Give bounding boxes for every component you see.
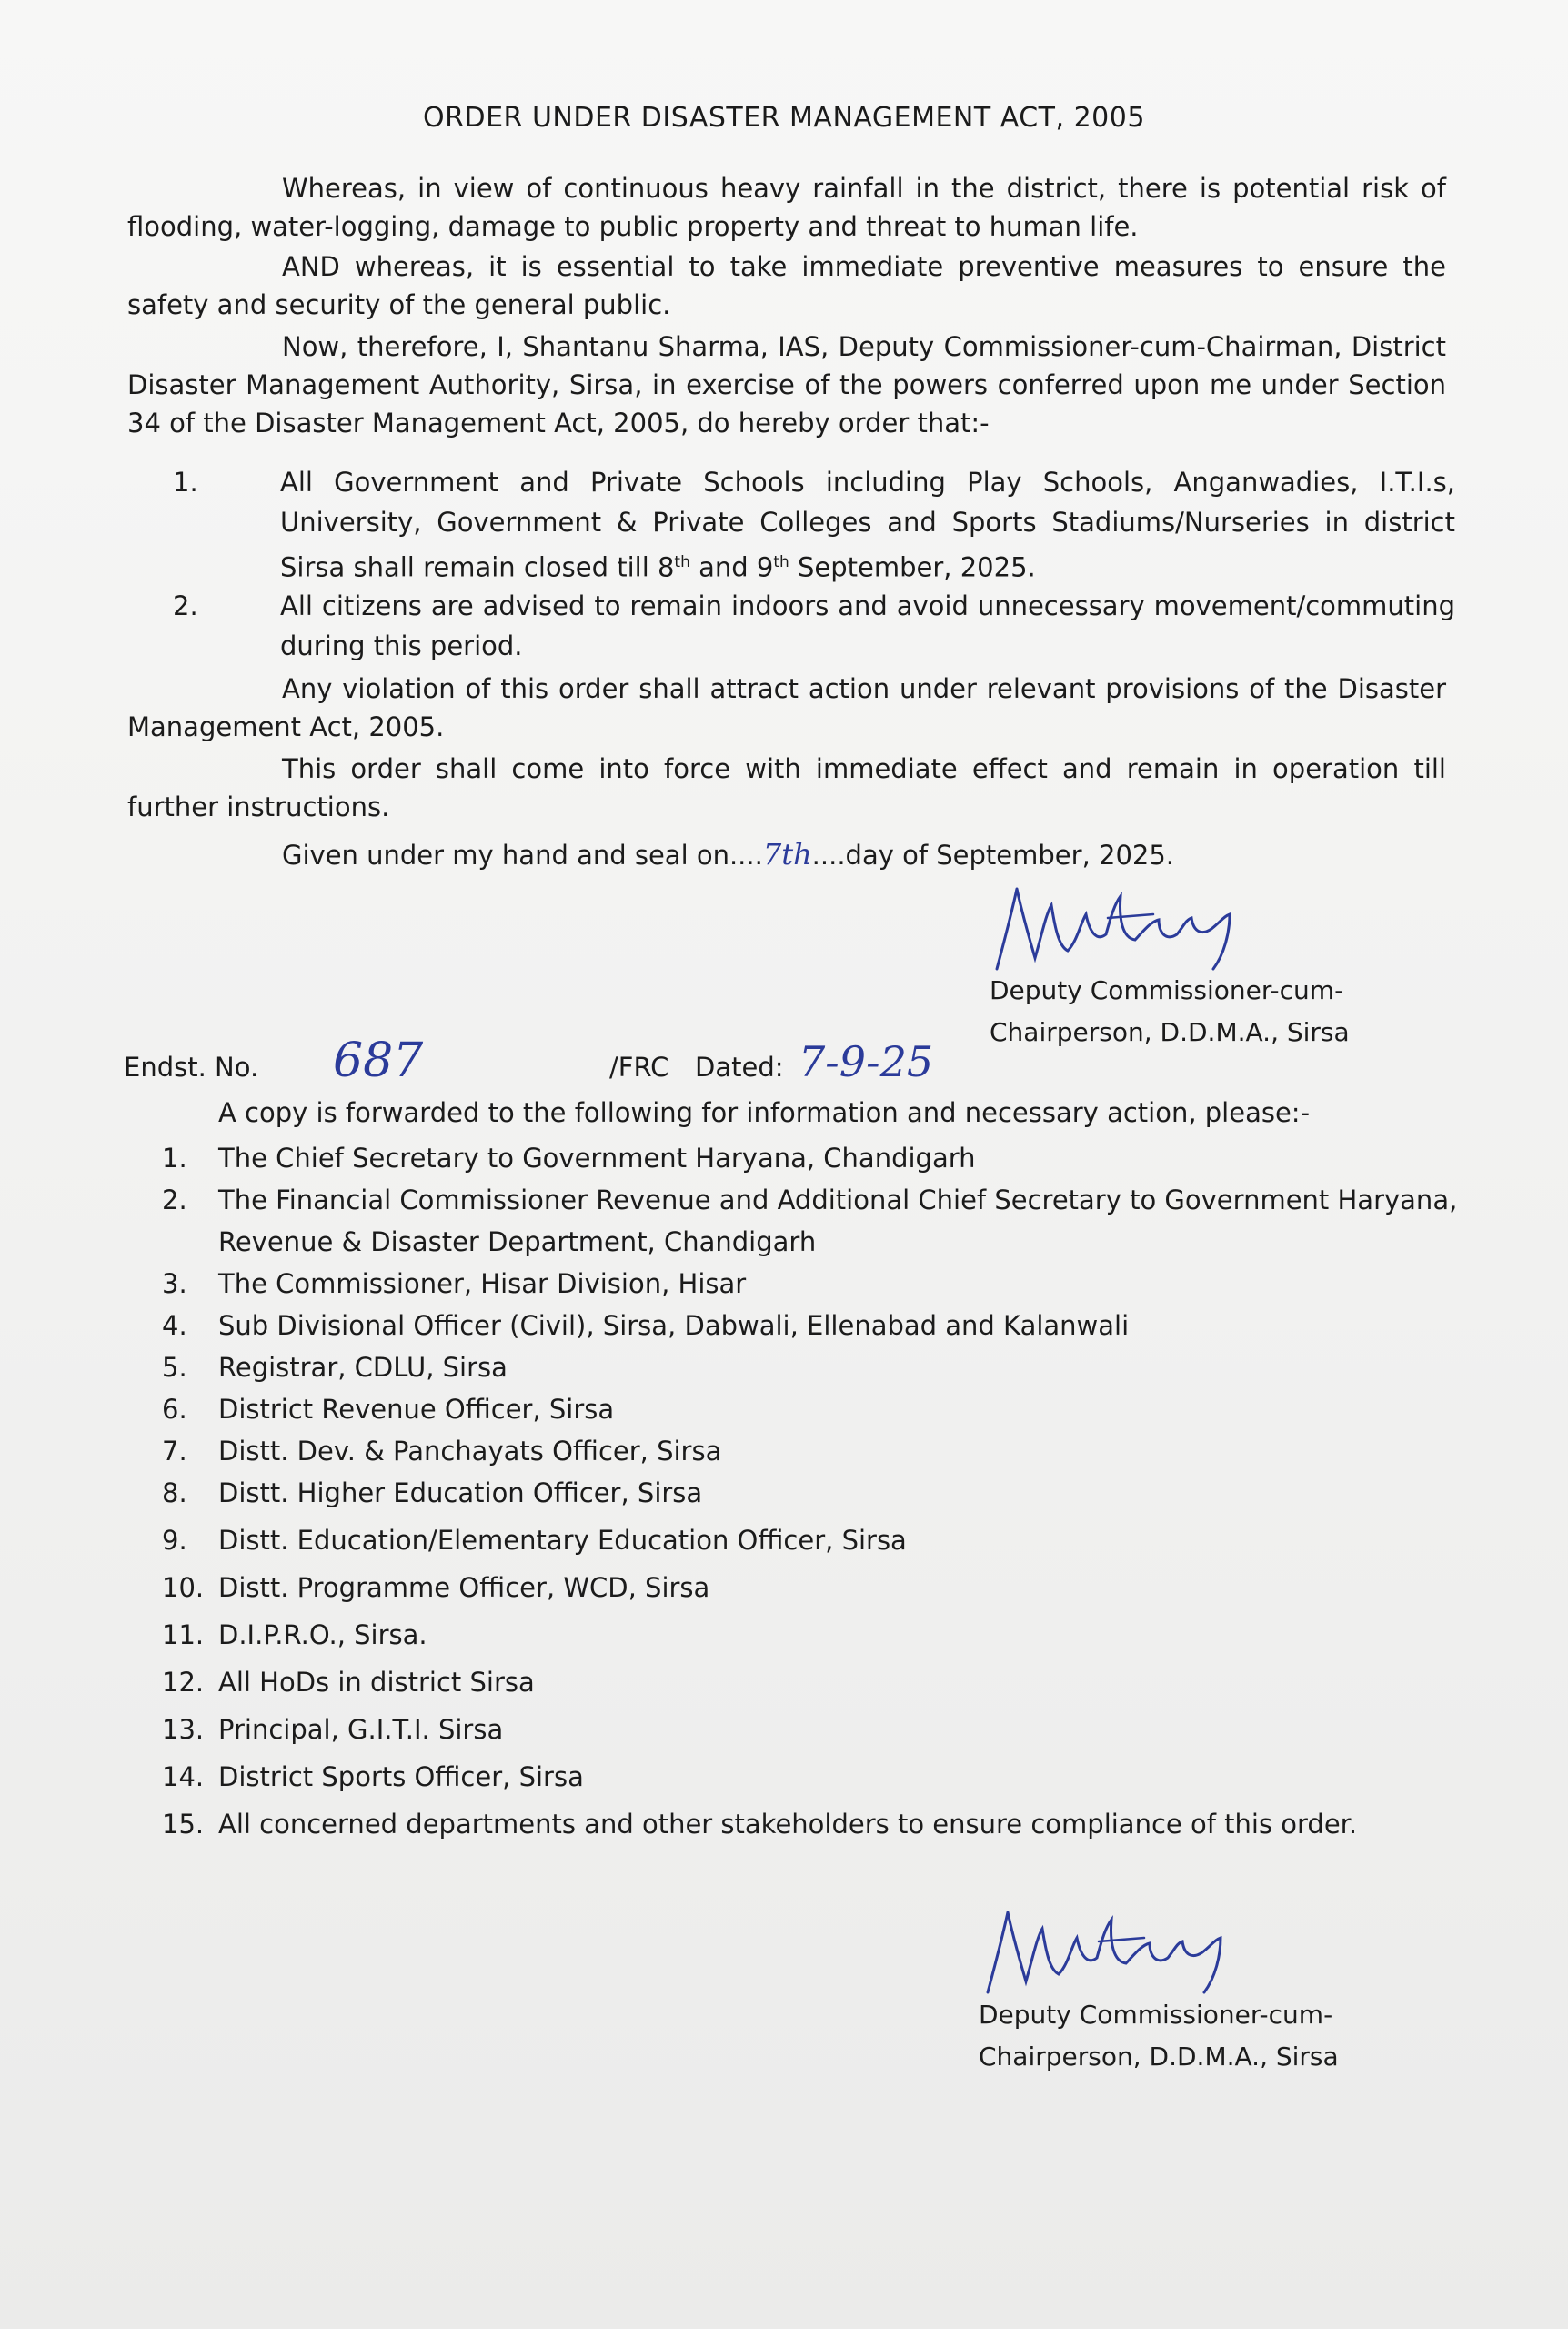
force-paragraph: [127, 750, 1446, 826]
recipient-item: 7. Distt. Dev. & Panchayats Officer, Sirsa: [162, 1436, 722, 1467]
signatory-1-line1: Deputy Commissioner-cum-: [990, 975, 1344, 1005]
recipient-item: 5. Registrar, CDLU, Sirsa: [162, 1352, 508, 1383]
endst-label: Endst. No.: [124, 1052, 259, 1083]
handwritten-endst-number: 687: [333, 1033, 424, 1088]
violation-paragraph: [127, 670, 1446, 746]
recipient-item: 2. The Financial Commissioner Revenue and Additional Chief Secretary to Government Haryana,: [162, 1185, 1458, 1215]
recipient-item: 12. All HoDs in district Sirsa: [162, 1667, 535, 1698]
force-text: This order shall come into force with immediate effect and remain in operation till further instructions.: [127, 753, 1446, 822]
recipient-item: 13. Principal, G.I.T.I. Sirsa: [162, 1714, 504, 1745]
now-therefore-paragraph: [127, 328, 1446, 442]
recipient-item: 10. Distt. Programme Officer, WCD, Sirsa: [162, 1572, 710, 1603]
recipient-list: [162, 1137, 1457, 1845]
recipient-item: 1. The Chief Secretary to Government Haryana, Chandigarh: [162, 1143, 976, 1174]
signature-1: [991, 878, 1264, 973]
signatory-2-line2: Chairperson, D.D.M.A., Sirsa: [979, 2042, 1339, 2072]
recipient-item: 4. Sub Divisional Officer (Civil), Sirsa, Dabwali, Ellenabad and Kalanwali: [162, 1310, 1130, 1341]
now-therefore-text: Now, therefore, I, Shantanu Sharma, IAS, Deputy Commissioner-cum-Chairman, District Disaster Management Authority, Sirsa, in exercise of the powers conferred upon me under Section 34 of the Disaster Management Act, 2005, do hereby order that:-: [127, 331, 1446, 439]
document-title: ORDER UNDER DISASTER MANAGEMENT ACT, 2005: [423, 102, 1145, 134]
handwritten-date: 7-9-25: [799, 1037, 934, 1086]
signatory-1-line2: Chairperson, D.D.M.A., Sirsa: [990, 1017, 1350, 1047]
order-item-2-text: All citizens are advised to remain indoors and avoid unnecessary movement/commuting during this period.: [280, 590, 1455, 661]
signatory-block-1: [990, 970, 1350, 1054]
whereas-1-text: Whereas, in view of continuous heavy rainfall in the district, there is potential risk of flooding, water-logging, damage to public property and threat to human life.: [127, 173, 1446, 242]
order-item-2-number: 2.: [173, 590, 198, 621]
order-item-1: [173, 462, 1455, 588]
handwritten-day: 7th: [762, 837, 812, 872]
whereas-paragraph-2: [127, 247, 1446, 324]
whereas-2-text: AND whereas, it is essential to take immediate preventive measures to ensure the safety and security of the general public.: [127, 251, 1446, 320]
recipient-item: 8. Distt. Higher Education Officer, Sirsa: [162, 1477, 703, 1508]
signatory-block-2: [979, 1994, 1339, 2078]
violation-text: Any violation of this order shall attract action under relevant provisions of the Disaster Management Act, 2005.: [127, 673, 1446, 742]
recipient-item: 14. District Sports Officer, Sirsa: [162, 1761, 584, 1792]
signatory-2-line1: Deputy Commissioner-cum-: [979, 2000, 1333, 2030]
recipient-item: 15. All concerned departments and other stakeholders to ensure compliance of this order.: [162, 1809, 1358, 1840]
forward-text: A copy is forwarded to the following for information and necessary action, please:-: [218, 1097, 1311, 1128]
order-item-1-number: 1.: [173, 467, 198, 498]
endorsement-line: [124, 1033, 1442, 1092]
recipient-item-continuation: Revenue & Disaster Department, Chandigarh: [218, 1226, 817, 1257]
signature-2: [982, 1901, 1255, 1997]
dated-label: Dated:: [695, 1052, 784, 1083]
recipient-item: 3. The Commissioner, Hisar Division, Hisar: [162, 1268, 747, 1299]
given-under-seal-line: Given under my hand and seal on....7th....day of September, 2025.: [282, 837, 1175, 872]
recipient-item: 9. Distt. Education/Elementary Education Officer, Sirsa: [162, 1525, 907, 1556]
frc-label: /FRC: [609, 1052, 669, 1083]
order-item-1-text: All Government and Private Schools including Play Schools, Anganwadies, I.T.I.s, University, Government & Private Colleges and Sports Stadiums/Nurseries in district Sirsa shall remain closed till 8th and 9th September, 2025.: [280, 467, 1455, 583]
order-item-2: [173, 586, 1455, 666]
recipient-item: 11. D.I.P.R.O., Sirsa.: [162, 1619, 427, 1650]
recipient-item: 6. District Revenue Officer, Sirsa: [162, 1394, 615, 1425]
whereas-paragraph-1: [127, 169, 1446, 246]
